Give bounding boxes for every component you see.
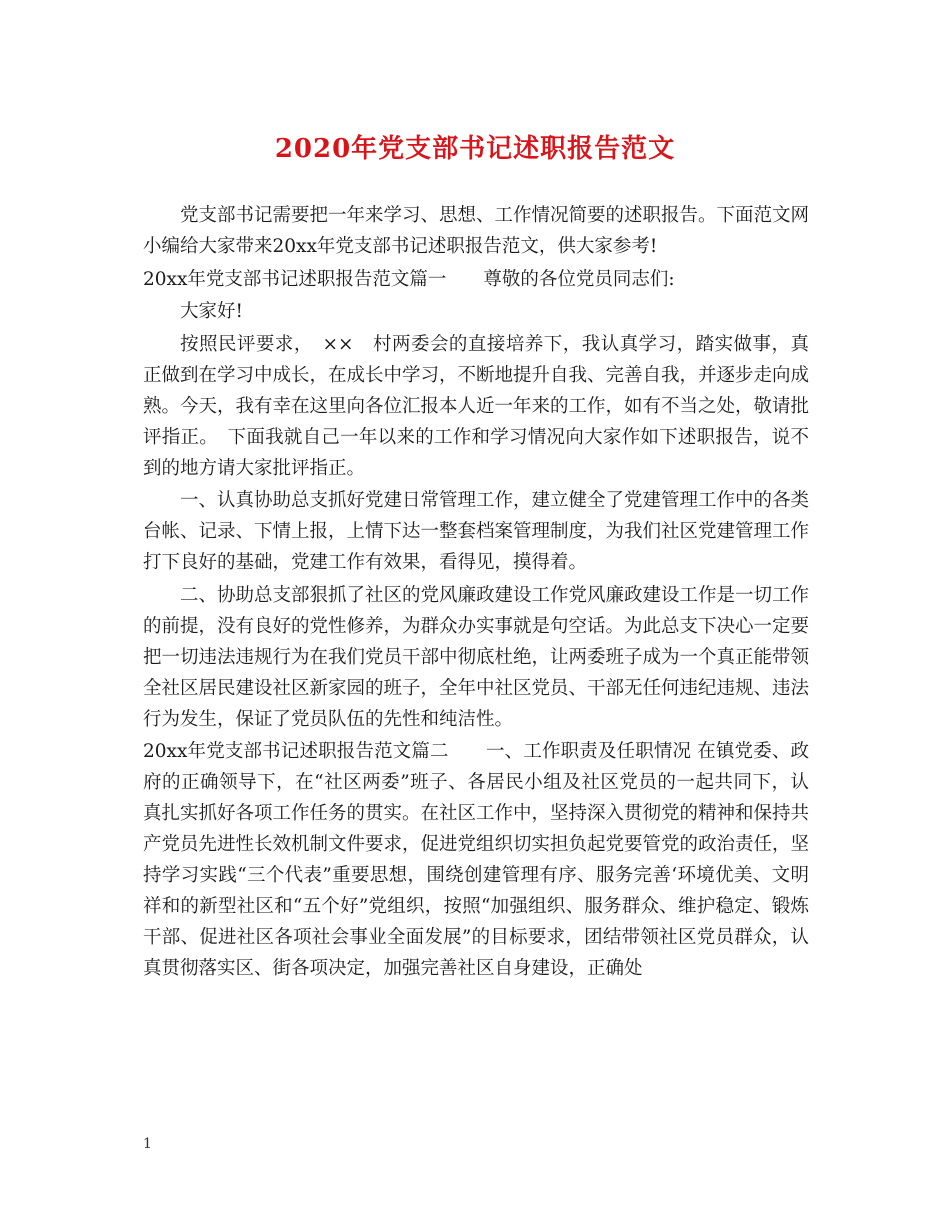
paragraph-section-two: 20xx年党支部书记述职报告范文篇二 一、工作职责及任职情况 在镇党委、政府的正确领导下，在“社区两委”班子、各居民小组及社区党员的一起共同下，认真扎实抓好各项工作任务的贯实。在社区工作中，坚持深入贯彻党的精神和保持共产党员先进性长效机制文件要求，促进党组织切实担负起党要管党的政治责任，坚持学习实践“三个代表”重要思想，围绕创建管理有序、服务完善‘环境优美、文明祥和的新型社区和“五个好”党组织，按照“加强组织、服务群众、维护稳定、锻炼干部、促进社区各项社会事业全面发展”的目标要求，团结带领社区党员群众，认真贯彻落实区、街各项决定，加强完善社区自身建设，正确处 (143, 741, 810, 979)
paragraph-greeting: 大家好! (180, 301, 243, 322)
document-body (143, 200, 809, 986)
paragraph-section-one-heading: 20xx年党支部书记述职报告范文篇一 尊敬的各位党员同志们: (143, 268, 675, 290)
paragraph-intro: 党支部书记需要把一年来学习、思想、工作情况简要的述职报告。下面范文网小编给大家带来20xx年党支部书记述职报告范文，供大家参考! (143, 205, 810, 257)
paragraph-point-two: 二、协助总支部狠抓了社区的党风廉政建设工作党风廉政建设工作是一切工作的前提，没有良好的党性修养，为群众办实事就是句空话。为此总支下决心一定要把一切违法违规行为在我们党员干部中彻底杜绝，让两委班子成为一个真正能带领全社区居民建设社区新家园的班子，全年中社区党员、干部无任何违纪违规、违法行为发生，保证了党员队伍的先性和纯洁性。 (143, 584, 810, 730)
paragraph-point-one: 一、认真协助总支抓好党建日常管理工作，建立健全了党建管理工作中的各类台帐、记录、下情上报，上情下达一整套档案管理制度，为我们社区党建管理工作打下良好的基础，党建工作有效果，看得见，摸得着。 (143, 490, 810, 573)
page-number: 1 (143, 1136, 152, 1152)
paragraph-opening: 按照民评要求， ×× 村两委会的直接培养下，我认真学习，踏实做事，真正做到在学习中成长，在成长中学习，不断地提升自我、完善自我，并逐步走向成熟。今天，我有幸在这里向各位汇报本人近一年来的工作，如有不当之处，敬请批评指正。 下面我就自己一年以来的工作和学习情况向大家作如下述职报告，说不到的地方请大家批评指正。 (143, 333, 810, 479)
document-title: 2020年党支部书记述职报告范文 (274, 134, 676, 164)
